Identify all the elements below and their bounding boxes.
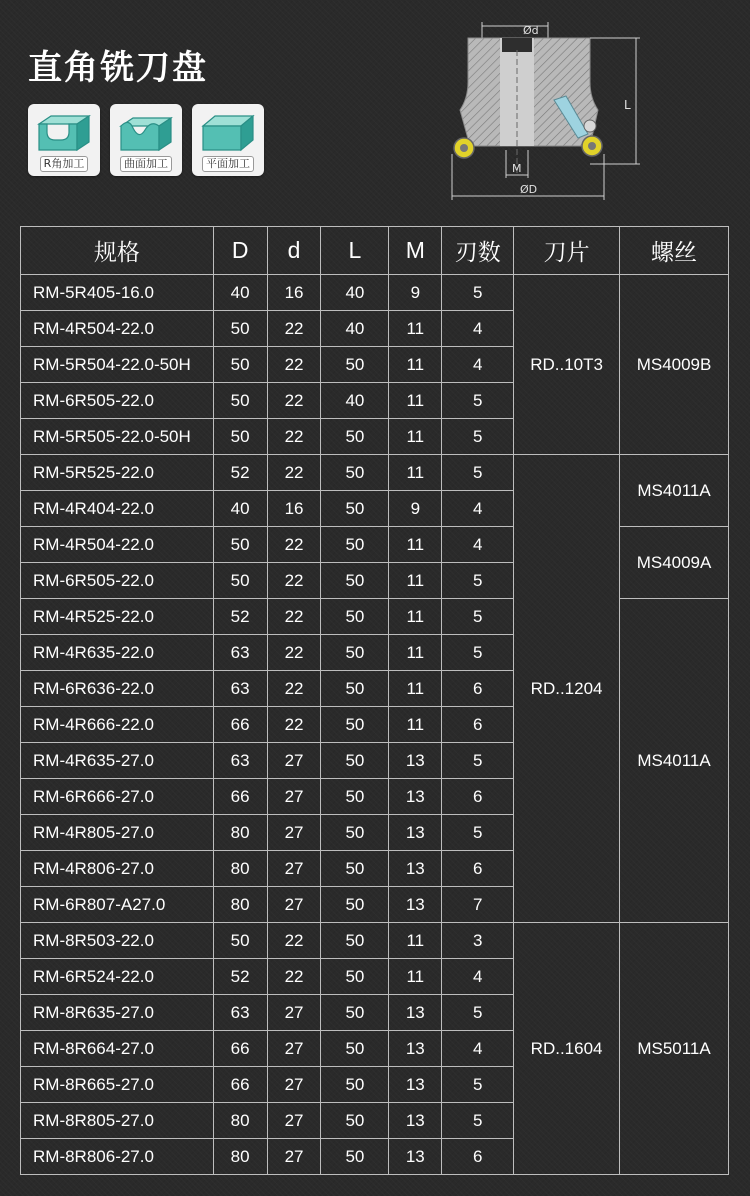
cell-model: RM-8R635-27.0	[21, 995, 214, 1031]
cell-outer-diameter: 63	[213, 635, 267, 671]
cell-outer-diameter: 50	[213, 923, 267, 959]
cell-model: RM-4R504-22.0	[21, 527, 214, 563]
table-row	[21, 527, 729, 563]
cell-length: 50	[321, 995, 389, 1031]
cell-model: RM-5R525-22.0	[21, 455, 214, 491]
table-body	[21, 275, 729, 1175]
page-title: 直角铣刀盘	[28, 48, 208, 88]
cell-keyway: 13	[389, 1067, 442, 1103]
cell-model: RM-8R805-27.0	[21, 1103, 214, 1139]
cell-keyway: 11	[389, 707, 442, 743]
table-row	[21, 455, 729, 491]
cell-outer-diameter: 50	[213, 347, 267, 383]
cell-outer-diameter: 80	[213, 887, 267, 923]
cell-keyway: 13	[389, 851, 442, 887]
cell-insert: RD..1204	[514, 455, 620, 923]
cell-flutes: 5	[442, 743, 514, 779]
cell-bore-diameter: 22	[267, 707, 321, 743]
cell-flutes: 6	[442, 851, 514, 887]
cell-length: 50	[321, 1031, 389, 1067]
cell-outer-diameter: 40	[213, 491, 267, 527]
cell-keyway: 11	[389, 347, 442, 383]
cell-outer-diameter: 50	[213, 527, 267, 563]
cell-bore-diameter: 27	[267, 1067, 321, 1103]
cell-length: 50	[321, 815, 389, 851]
cell-flutes: 5	[442, 599, 514, 635]
cell-insert: RD..1604	[514, 923, 620, 1175]
cell-bore-diameter: 27	[267, 1139, 321, 1175]
cell-keyway: 13	[389, 887, 442, 923]
cell-model: RM-8R664-27.0	[21, 1031, 214, 1067]
cell-bore-diameter: 22	[267, 635, 321, 671]
cell-bore-diameter: 27	[267, 1031, 321, 1067]
cell-bore-diameter: 22	[267, 383, 321, 419]
cell-bore-diameter: 16	[267, 275, 321, 311]
cell-outer-diameter: 80	[213, 851, 267, 887]
cell-keyway: 13	[389, 1139, 442, 1175]
cell-keyway: 13	[389, 995, 442, 1031]
cell-model: RM-4R806-27.0	[21, 851, 214, 887]
cell-length: 50	[321, 419, 389, 455]
table-row	[21, 923, 729, 959]
cell-model: RM-4R635-22.0	[21, 635, 214, 671]
cell-bore-diameter: 22	[267, 419, 321, 455]
cell-bore-diameter: 27	[267, 779, 321, 815]
cell-keyway: 11	[389, 311, 442, 347]
cell-model: RM-4R525-22.0	[21, 599, 214, 635]
cell-length: 40	[321, 311, 389, 347]
header-outer-diameter: D	[213, 227, 267, 275]
cell-length: 50	[321, 455, 389, 491]
cell-flutes: 4	[442, 959, 514, 995]
cell-outer-diameter: 63	[213, 671, 267, 707]
cell-model: RM-4R635-27.0	[21, 743, 214, 779]
cell-bore-diameter: 27	[267, 851, 321, 887]
cell-keyway: 13	[389, 815, 442, 851]
cell-keyway: 11	[389, 635, 442, 671]
cell-flutes: 5	[442, 995, 514, 1031]
header-insert: 刀片	[514, 227, 620, 275]
spec-table	[20, 226, 729, 1175]
cell-outer-diameter: 80	[213, 815, 267, 851]
cell-model: RM-6R636-22.0	[21, 671, 214, 707]
cell-flutes: 3	[442, 923, 514, 959]
cell-flutes: 7	[442, 887, 514, 923]
cell-outer-diameter: 80	[213, 1139, 267, 1175]
cell-length: 50	[321, 1139, 389, 1175]
header-length: L	[321, 227, 389, 275]
feature-label: 平面加工	[202, 156, 254, 172]
cell-model: RM-4R805-27.0	[21, 815, 214, 851]
cell-outer-diameter: 66	[213, 1067, 267, 1103]
cell-model: RM-4R504-22.0	[21, 311, 214, 347]
header-bore-diameter: d	[267, 227, 321, 275]
cell-flutes: 4	[442, 311, 514, 347]
cell-outer-diameter: 50	[213, 419, 267, 455]
cell-outer-diameter: 80	[213, 1103, 267, 1139]
cell-length: 50	[321, 563, 389, 599]
cell-model: RM-5R504-22.0-50H	[21, 347, 214, 383]
cell-flutes: 5	[442, 563, 514, 599]
cell-flutes: 4	[442, 491, 514, 527]
cell-model: RM-8R806-27.0	[21, 1139, 214, 1175]
header-flutes: 刃数	[442, 227, 514, 275]
cell-length: 50	[321, 1103, 389, 1139]
cell-length: 50	[321, 851, 389, 887]
cell-flutes: 4	[442, 527, 514, 563]
cell-screw: MS4009A	[620, 527, 729, 599]
cell-outer-diameter: 50	[213, 563, 267, 599]
feature-icons	[28, 104, 264, 176]
cell-flutes: 5	[442, 455, 514, 491]
cell-model: RM-5R405-16.0	[21, 275, 214, 311]
cell-outer-diameter: 52	[213, 959, 267, 995]
cell-bore-diameter: 27	[267, 743, 321, 779]
cell-length: 50	[321, 779, 389, 815]
cell-keyway: 11	[389, 563, 442, 599]
cell-outer-diameter: 66	[213, 1031, 267, 1067]
cell-model: RM-8R665-27.0	[21, 1067, 214, 1103]
table-row	[21, 275, 729, 311]
cell-length: 50	[321, 743, 389, 779]
cell-length: 50	[321, 887, 389, 923]
keyway-label: M	[512, 162, 522, 175]
cell-flutes: 4	[442, 347, 514, 383]
cell-screw: MS4009B	[620, 275, 729, 455]
cell-length: 50	[321, 527, 389, 563]
cell-model: RM-6R666-27.0	[21, 779, 214, 815]
cell-model: RM-6R807-A27.0	[21, 887, 214, 923]
curved-surface-machining-card	[110, 104, 182, 176]
cell-bore-diameter: 27	[267, 995, 321, 1031]
r-corner-machining-card	[28, 104, 100, 176]
table-header-row	[21, 227, 729, 275]
cell-bore-diameter: 22	[267, 527, 321, 563]
cell-keyway: 9	[389, 491, 442, 527]
cell-flutes: 4	[442, 1031, 514, 1067]
cell-keyway: 13	[389, 1103, 442, 1139]
cell-outer-diameter: 40	[213, 275, 267, 311]
cell-length: 50	[321, 923, 389, 959]
cell-bore-diameter: 16	[267, 491, 321, 527]
cell-insert: RD..10T3	[514, 275, 620, 455]
cutter-technical-drawing	[440, 14, 650, 202]
cell-bore-diameter: 27	[267, 1103, 321, 1139]
cell-flutes: 6	[442, 1139, 514, 1175]
cell-flutes: 5	[442, 419, 514, 455]
cell-flutes: 6	[442, 707, 514, 743]
bore-diameter-label: Ød	[523, 24, 539, 37]
cell-bore-diameter: 27	[267, 815, 321, 851]
cell-flutes: 5	[442, 1103, 514, 1139]
cell-model: RM-4R404-22.0	[21, 491, 214, 527]
cell-length: 50	[321, 1067, 389, 1103]
cell-keyway: 11	[389, 671, 442, 707]
cell-flutes: 5	[442, 635, 514, 671]
cell-keyway: 13	[389, 779, 442, 815]
cell-outer-diameter: 66	[213, 707, 267, 743]
cell-keyway: 11	[389, 383, 442, 419]
cell-flutes: 5	[442, 275, 514, 311]
r-corner-machining-icon	[33, 110, 95, 154]
cell-flutes: 6	[442, 779, 514, 815]
cell-model: RM-4R666-22.0	[21, 707, 214, 743]
cell-model: RM-5R505-22.0-50H	[21, 419, 214, 455]
cell-length: 50	[321, 671, 389, 707]
cell-bore-diameter: 22	[267, 923, 321, 959]
cell-flutes: 6	[442, 671, 514, 707]
cell-length: 40	[321, 275, 389, 311]
cell-model: RM-6R505-22.0	[21, 383, 214, 419]
cell-outer-diameter: 63	[213, 743, 267, 779]
cell-length: 40	[321, 383, 389, 419]
outer-diameter-label: ØD	[520, 183, 538, 196]
cell-bore-diameter: 22	[267, 959, 321, 995]
cell-keyway: 11	[389, 419, 442, 455]
cell-bore-diameter: 22	[267, 347, 321, 383]
feature-label: 曲面加工	[120, 156, 172, 172]
header-screw: 螺丝	[620, 227, 729, 275]
flat-surface-machining-card	[192, 104, 264, 176]
cell-outer-diameter: 66	[213, 779, 267, 815]
cell-model: RM-6R524-22.0	[21, 959, 214, 995]
cell-keyway: 13	[389, 1031, 442, 1067]
cell-length: 50	[321, 959, 389, 995]
cell-keyway: 9	[389, 275, 442, 311]
cell-length: 50	[321, 599, 389, 635]
table-row	[21, 599, 729, 635]
cell-bore-diameter: 22	[267, 311, 321, 347]
cell-length: 50	[321, 635, 389, 671]
cell-bore-diameter: 27	[267, 887, 321, 923]
cell-keyway: 11	[389, 599, 442, 635]
cell-keyway: 11	[389, 527, 442, 563]
cell-keyway: 13	[389, 743, 442, 779]
cell-screw: MS4011A	[620, 599, 729, 923]
cell-length: 50	[321, 491, 389, 527]
cell-screw: MS5011A	[620, 923, 729, 1175]
header-keyway: M	[389, 227, 442, 275]
cell-flutes: 5	[442, 1067, 514, 1103]
cell-length: 50	[321, 707, 389, 743]
length-label: L	[624, 98, 631, 112]
cell-outer-diameter: 63	[213, 995, 267, 1031]
flat-surface-machining-icon	[197, 110, 259, 154]
header-model: 规格	[21, 227, 214, 275]
cell-outer-diameter: 52	[213, 599, 267, 635]
cell-outer-diameter: 50	[213, 311, 267, 347]
cell-screw: MS4011A	[620, 455, 729, 527]
feature-label: R角加工	[40, 156, 89, 172]
cell-bore-diameter: 22	[267, 563, 321, 599]
cell-keyway: 11	[389, 959, 442, 995]
cell-model: RM-6R505-22.0	[21, 563, 214, 599]
curved-surface-machining-icon	[115, 110, 177, 154]
cell-bore-diameter: 22	[267, 671, 321, 707]
cell-model: RM-8R503-22.0	[21, 923, 214, 959]
cell-flutes: 5	[442, 815, 514, 851]
cell-bore-diameter: 22	[267, 599, 321, 635]
cell-flutes: 5	[442, 383, 514, 419]
cell-outer-diameter: 50	[213, 383, 267, 419]
cell-keyway: 11	[389, 455, 442, 491]
cell-length: 50	[321, 347, 389, 383]
cell-keyway: 11	[389, 923, 442, 959]
cell-outer-diameter: 52	[213, 455, 267, 491]
cell-bore-diameter: 22	[267, 455, 321, 491]
